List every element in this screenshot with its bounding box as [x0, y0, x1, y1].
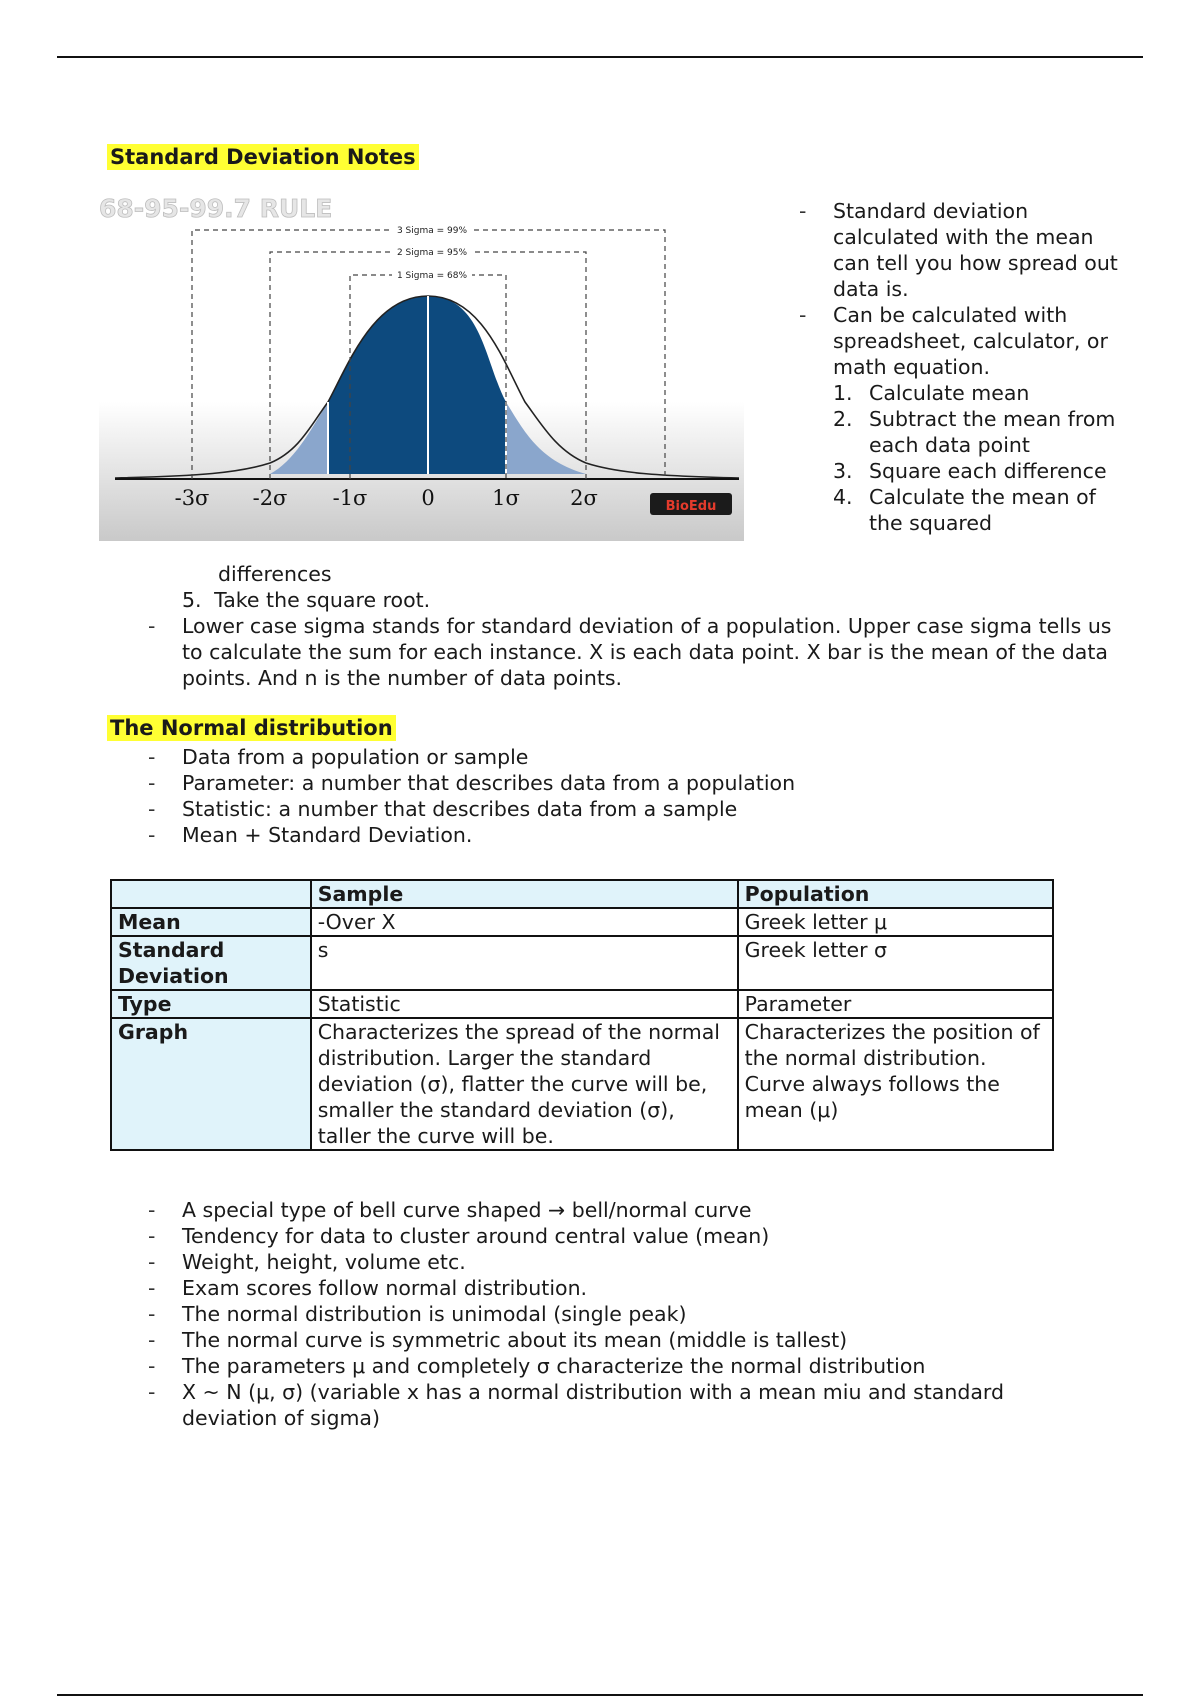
- table-cell: s: [311, 936, 738, 990]
- table-header-row: [111, 880, 1053, 908]
- step-item: 3. Square each difference: [833, 459, 1107, 483]
- section-title-standard-deviation: Standard Deviation Notes: [107, 144, 419, 170]
- row-label: Type: [111, 990, 311, 1018]
- table-row: [111, 1018, 1053, 1150]
- normal-curve-bullets: [182, 1197, 1092, 1431]
- table-header-cell: Sample: [311, 880, 738, 908]
- table-cell: -Over X: [311, 908, 738, 936]
- table-header-cell: [111, 880, 311, 908]
- table-cell: Greek letter μ: [738, 908, 1053, 936]
- tick-1: 1σ: [492, 486, 520, 510]
- row-label: Standard Deviation: [111, 936, 311, 990]
- normal-bullet: - Statistic: a number that describes data from a sample: [182, 796, 1082, 822]
- side-notes: [833, 198, 1133, 536]
- step-item: 2. Subtract the mean from each data point: [833, 407, 1116, 457]
- bell-curve-figure: [99, 193, 744, 541]
- tick-neg3: -3σ: [174, 486, 210, 510]
- table-cell: Statistic: [311, 990, 738, 1018]
- tick-2: 2σ: [570, 486, 598, 510]
- step5: [182, 587, 430, 613]
- row-label: Graph: [111, 1018, 311, 1150]
- top-rule: [57, 56, 1143, 58]
- table-row: [111, 990, 1053, 1018]
- table-header-cell: Population: [738, 880, 1053, 908]
- tick-0: 0: [421, 486, 435, 510]
- sigma-bullet: - Lower case sigma stands for standard deviation of a population. Upper case sigma tells us to calculate the sum for each instance. X is each data point. X bar is the mean of the data points. And n is the number of data points.: [182, 613, 1117, 691]
- step4-continued: differences: [218, 562, 332, 586]
- side-bullets: [833, 198, 1133, 380]
- row-label: Mean: [111, 908, 311, 936]
- table-cell: Characterizes the spread of the normal distribution. Larger the standard deviation (σ), flatter the curve will be, smaller the standard deviation (σ), taller the curve will be.: [311, 1018, 738, 1150]
- tick-neg2: -2σ: [252, 486, 288, 510]
- table-cell: Parameter: [738, 990, 1053, 1018]
- curve-bullet: - X ~ N (μ, σ) (variable x has a normal distribution with a mean miu and standard deviation of sigma): [182, 1379, 1092, 1431]
- steps-list: [833, 380, 1133, 536]
- comparison-table: [110, 879, 1054, 1151]
- curve-bullet: - The normal curve is symmetric about its mean (middle is tallest): [182, 1327, 1092, 1353]
- normal-bullet: - Parameter: a number that describes data from a population: [182, 770, 1082, 796]
- table-row: [111, 936, 1053, 990]
- curve-bullet: - Weight, height, volume etc.: [182, 1249, 1092, 1275]
- figure-title: 68-95-99.7 RULE: [99, 194, 333, 223]
- sigma-notes: [182, 613, 1117, 691]
- logo-text: BioEdu: [665, 499, 717, 514]
- label-2sigma: 2 Sigma = 95%: [396, 248, 468, 258]
- curve-bullet: - The normal distribution is unimodal (single peak): [182, 1301, 1092, 1327]
- normal-bullet: - Data from a population or sample: [182, 744, 1082, 770]
- bottom-rule: [57, 1694, 1143, 1696]
- label-1sigma: 1 Sigma = 68%: [396, 271, 468, 281]
- table-row: [111, 908, 1053, 936]
- figure-logo: [650, 493, 732, 515]
- side-bullet: - Can be calculated with spreadsheet, calculator, or math equation.: [833, 302, 1133, 380]
- normal-bullet: - Mean + Standard Deviation.: [182, 822, 1082, 848]
- curve-bullet: - Exam scores follow normal distribution.: [182, 1275, 1092, 1301]
- step5-number: 5.: [182, 588, 202, 612]
- step-item: 4. Calculate the mean of the squared: [833, 485, 1096, 535]
- curve-bullet: - A special type of bell curve shaped → bell/normal curve: [182, 1197, 1092, 1223]
- normal-bullets: [182, 744, 1082, 848]
- label-3sigma: 3 Sigma = 99%: [396, 226, 468, 236]
- bell-curve-svg: [99, 193, 744, 541]
- table-cell: Characterizes the position of the normal distribution. Curve always follows the mean (μ): [738, 1018, 1053, 1150]
- step-item: 1. Calculate mean: [833, 381, 1030, 405]
- curve-bullet: - The parameters μ and completely σ characterize the normal distribution: [182, 1353, 1092, 1379]
- section-title-normal-distribution: The Normal distribution: [107, 715, 396, 741]
- table-cell: Greek letter σ: [738, 936, 1053, 990]
- side-bullet: - Standard deviation calculated with the mean can tell you how spread out data is.: [833, 198, 1133, 302]
- tick-neg1: -1σ: [332, 486, 368, 510]
- curve-bullet: - Tendency for data to cluster around central value (mean): [182, 1223, 1092, 1249]
- step5-text: Take the square root.: [214, 588, 431, 612]
